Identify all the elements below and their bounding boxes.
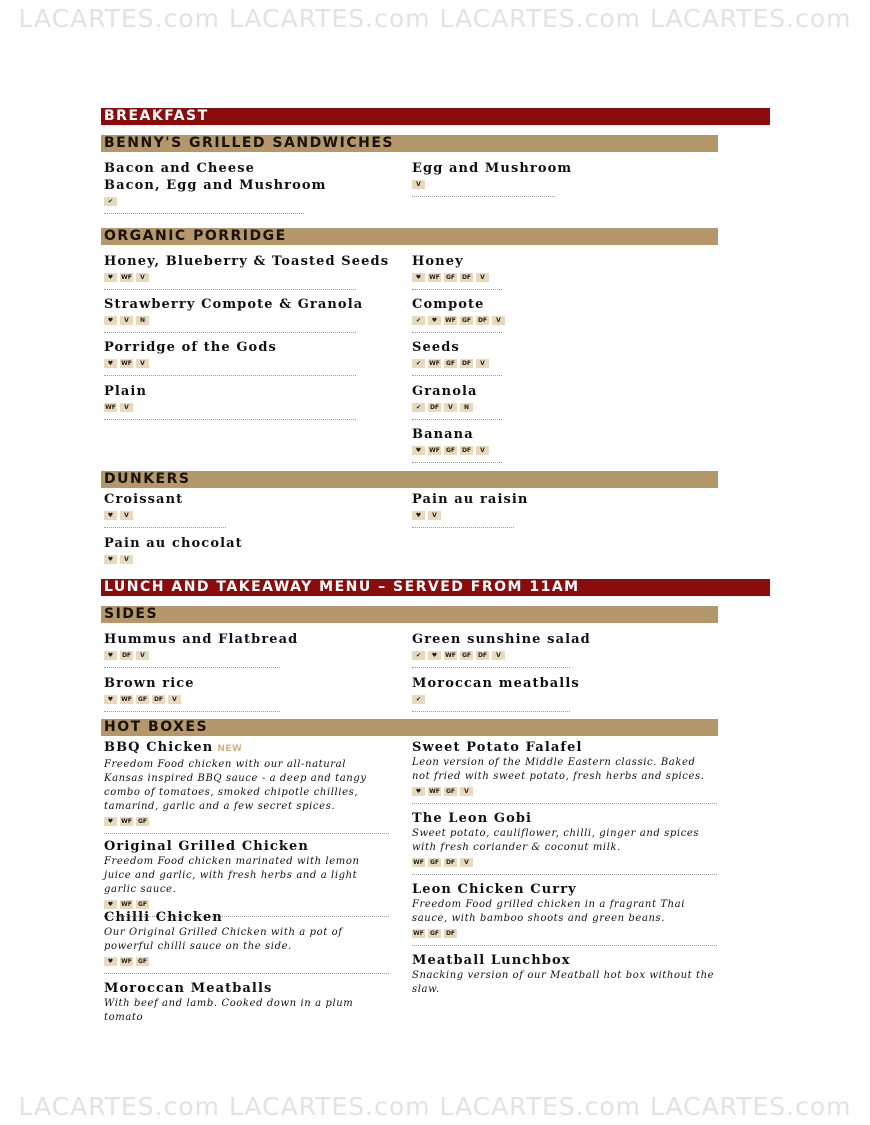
menu-item-name-text: Meatball Lunchbox [412, 953, 571, 968]
menu-item-name-text: The Leon Gobi [412, 811, 533, 826]
dietary-tag-icon: ♥ [412, 511, 425, 520]
dietary-tags [412, 403, 502, 413]
menu-item [104, 739, 389, 834]
menu-item-name [104, 675, 280, 692]
menu-item-name [104, 631, 299, 648]
menu-item-description: Leon version of the Middle Eastern classic. Baked not fried with sweet potato, fresh herbs and spices. [412, 757, 705, 782]
menu-item-name-text: Honey, Blueberry & Toasted Seeds [104, 254, 390, 269]
dietary-tags [104, 359, 356, 369]
dietary-tag-icon: ♥ [104, 316, 117, 325]
dietary-tag-icon: WF [121, 274, 132, 281]
dietary-tag-icon: ✔ [412, 403, 425, 412]
menu-item [412, 881, 717, 946]
menu-item [104, 675, 280, 712]
dietary-tag-icon: WF [121, 958, 132, 965]
menu-item [104, 383, 356, 420]
dietary-tag-icon: V [136, 651, 149, 660]
menu-item-name-text: Hummus and Flatbread [104, 632, 299, 647]
menu-item-name [412, 339, 502, 356]
dietary-tag-icon: V [476, 446, 489, 455]
section-sides: SIDES [101, 606, 718, 623]
menu-item-name [104, 253, 390, 270]
menu-item [412, 253, 502, 290]
dietary-tag-icon: ♥ [104, 511, 117, 520]
dietary-tag-icon: DF [121, 652, 132, 659]
menu-item [104, 253, 390, 290]
dietary-tag-icon: ♥ [104, 817, 117, 826]
menu-item-name-text: Chilli Chicken [104, 910, 223, 925]
menu-item-name [412, 739, 717, 756]
menu-item [412, 952, 717, 997]
dietary-tag-icon: V [120, 403, 133, 412]
dietary-tags [104, 817, 389, 827]
dietary-tag-icon: GF [137, 901, 148, 908]
dietary-tag-icon: V [476, 273, 489, 282]
menu-item-name-text: Honey [412, 254, 464, 269]
item-divider [104, 213, 304, 214]
dietary-tag-icon: DF [153, 696, 164, 703]
dietary-tag-icon: WF [121, 696, 132, 703]
dietary-tag-icon: V [492, 316, 505, 325]
dietary-tag-icon: V [168, 695, 181, 704]
item-divider [104, 289, 356, 290]
menu-item-name-text: Brown rice [104, 676, 195, 691]
item-divider [104, 375, 356, 376]
menu-item [104, 980, 389, 1025]
dietary-tag-icon: DF [477, 317, 488, 324]
dietary-tag-icon: V [476, 359, 489, 368]
menu-item-name [412, 810, 717, 827]
menu-item-name [104, 838, 389, 855]
dietary-tags [412, 858, 717, 868]
item-divider [412, 711, 570, 712]
dietary-tags [104, 957, 389, 967]
item-divider [412, 803, 717, 804]
menu-item-name-text: Moroccan Meatballs [104, 981, 273, 996]
dietary-tags [104, 511, 226, 521]
menu-item-name-text: Original Grilled Chicken [104, 839, 309, 854]
menu-item-name [412, 383, 502, 400]
dietary-tag-icon: WF [429, 788, 440, 795]
menu-item [412, 675, 580, 712]
item-divider [104, 332, 356, 333]
menu-item-name [104, 739, 389, 758]
menu-item-name [412, 631, 591, 648]
dietary-tag-icon: GF [429, 930, 440, 937]
dietary-tag-icon: DF [429, 404, 440, 411]
menu-item [412, 426, 502, 463]
dietary-tags [412, 180, 555, 190]
dietary-tag-icon: ✔ [104, 197, 117, 206]
dietary-tags [412, 929, 717, 939]
dietary-tag-icon: WF [121, 360, 132, 367]
item-divider [412, 375, 502, 376]
menu-item [104, 491, 226, 528]
dietary-tag-icon: ♥ [104, 359, 117, 368]
dietary-tag-icon: ♥ [412, 787, 425, 796]
menu-item-name [412, 952, 717, 969]
item-divider [104, 973, 389, 974]
menu-item-name [104, 296, 364, 313]
menu-item-name [412, 160, 573, 177]
dietary-tag-icon: GF [137, 818, 148, 825]
dietary-tag-icon: GF [461, 652, 472, 659]
dietary-tag-icon: WF [429, 274, 440, 281]
dietary-tag-icon: GF [445, 274, 456, 281]
menu-item-name-text: Pain au raisin [412, 492, 529, 507]
menu-item-name-text: BBQ Chicken [104, 740, 214, 755]
menu-item [412, 339, 502, 376]
dietary-tag-icon: ♥ [104, 695, 117, 704]
dietary-tag-icon: ✔ [412, 651, 425, 660]
dietary-tag-icon: ♥ [428, 651, 441, 660]
dietary-tag-icon: ✔ [412, 359, 425, 368]
menu-item-name [412, 491, 529, 508]
dietary-tag-icon: V [412, 180, 425, 189]
dietary-tag-icon: ♥ [104, 651, 117, 660]
section-dunkers: DUNKERS [101, 471, 718, 488]
dietary-tag-icon: V [444, 403, 457, 412]
menu-item-name-text: Pain au chocolat [104, 536, 243, 551]
menu-item [412, 631, 591, 668]
item-divider [104, 711, 280, 712]
dietary-tag-icon: ♥ [104, 273, 117, 282]
menu-item [104, 838, 389, 917]
dietary-tags [104, 273, 356, 283]
item-divider [412, 289, 502, 290]
dietary-tag-icon: V [428, 511, 441, 520]
menu-item-name-text: Strawberry Compote & Granola [104, 297, 364, 312]
dietary-tag-icon: GF [137, 696, 148, 703]
dietary-tags [412, 787, 717, 797]
dietary-tag-icon: GF [445, 360, 456, 367]
dietary-tag-icon: GF [445, 447, 456, 454]
menu-item [412, 296, 502, 333]
menu-item-name [104, 177, 327, 194]
dietary-tag-icon: V [460, 858, 473, 867]
dietary-tag-icon: ♥ [412, 273, 425, 282]
menu-item-name-text: Seeds [412, 340, 460, 355]
dietary-tags [412, 511, 514, 521]
watermark-bottom: LACARTES.com LACARTES.com LACARTES.com LACARTES.com [18, 1092, 852, 1121]
dietary-tag-icon: WF [413, 930, 424, 937]
menu-item [104, 535, 243, 565]
menu-item-name [104, 980, 389, 997]
menu-item-name-text: Banana [412, 427, 474, 442]
menu-item-name-text: Compote [412, 297, 485, 312]
menu-item-name-text: Leon Chicken Curry [412, 882, 577, 897]
dietary-tags [104, 695, 280, 705]
dietary-tag-icon: DF [445, 930, 456, 937]
dietary-tags [104, 651, 280, 661]
dietary-tag-icon: WF [429, 447, 440, 454]
menu-item-name-text: Green sunshine salad [412, 632, 591, 647]
dietary-tag-icon: N [136, 316, 149, 325]
menu-item-name-text: Bacon and Cheese [104, 161, 255, 176]
dietary-tag-icon: WF [429, 360, 440, 367]
section-breakfast: BREAKFAST [101, 108, 770, 125]
dietary-tag-icon: DF [477, 652, 488, 659]
dietary-tag-icon: WF [445, 317, 456, 324]
menu-item-name-text: Croissant [104, 492, 184, 507]
menu-item-name [104, 383, 356, 400]
dietary-tags [412, 359, 502, 369]
dietary-tags [104, 316, 356, 326]
dietary-tags [412, 695, 570, 705]
dietary-tags [104, 197, 304, 207]
dietary-tags [412, 651, 570, 661]
section-hot-boxes: HOT BOXES [101, 719, 718, 736]
menu-item-name [412, 881, 717, 898]
dietary-tag-icon: DF [461, 360, 472, 367]
dietary-tag-icon: V [136, 359, 149, 368]
menu-item-name [412, 253, 502, 270]
dietary-tag-icon: WF [105, 404, 116, 411]
dietary-tag-icon: ♥ [412, 446, 425, 455]
menu-item-name [412, 296, 502, 313]
menu-item [104, 909, 389, 974]
menu-item [412, 491, 529, 528]
dietary-tag-icon: V [460, 787, 473, 796]
dietary-tag-icon: V [120, 316, 133, 325]
section-lunch-and-takeaway: LUNCH AND TAKEAWAY MENU – SERVED FROM 11AM [101, 579, 770, 596]
dietary-tag-icon: GF [461, 317, 472, 324]
menu-item-description: Snacking version of our Meatball hot box without the slaw. [412, 970, 715, 995]
item-divider [412, 667, 570, 668]
dietary-tag-icon: V [492, 651, 505, 660]
menu-item-description: Freedom Food chicken with our all-natural Kansas inspired BBQ sauce - a deep and tangy combo of tomatoes, smoked chipotle chillies, tamarind, garlic and a few secret spices. [104, 759, 367, 812]
menu-item-name [412, 426, 502, 443]
menu-item-name [104, 339, 356, 356]
menu-item [104, 631, 299, 668]
dietary-tag-icon: WF [121, 901, 132, 908]
new-badge: NEW [217, 744, 243, 754]
menu-item-name [104, 909, 389, 926]
menu-item-description: With beef and lamb. Cooked down in a plum tomato [104, 998, 354, 1023]
dietary-tag-icon: N [460, 403, 473, 412]
menu-item [104, 160, 304, 177]
item-divider [104, 527, 226, 528]
dietary-tags [104, 555, 226, 565]
item-divider [412, 196, 555, 197]
dietary-tag-icon: ♥ [104, 555, 117, 564]
item-divider [412, 462, 502, 463]
item-divider [104, 419, 356, 420]
dietary-tag-icon: GF [445, 788, 456, 795]
menu-item [412, 383, 502, 420]
dietary-tag-icon: ✔ [412, 316, 425, 325]
dietary-tag-icon: DF [461, 274, 472, 281]
menu-item-name-text: Granola [412, 384, 478, 399]
dietary-tag-icon: ✔ [412, 695, 425, 704]
menu-item-name [104, 535, 243, 552]
watermark-top: LACARTES.com LACARTES.com LACARTES.com LACARTES.com [18, 4, 852, 33]
menu-item-name-text: Moroccan meatballs [412, 676, 580, 691]
dietary-tag-icon: ♥ [104, 900, 117, 909]
item-divider [104, 833, 389, 834]
menu-item-name-text: Porridge of the Gods [104, 340, 277, 355]
menu-item [104, 177, 327, 214]
dietary-tag-icon: ♥ [428, 316, 441, 325]
menu-item-name-text: Plain [104, 384, 148, 399]
dietary-tag-icon: DF [445, 859, 456, 866]
dietary-tag-icon: V [136, 273, 149, 282]
item-divider [412, 527, 514, 528]
menu-item-name-text: Bacon, Egg and Mushroom [104, 178, 327, 193]
menu-item-name [104, 491, 226, 508]
item-divider [412, 945, 717, 946]
menu-item [412, 810, 717, 875]
menu-item [412, 160, 573, 197]
dietary-tag-icon: WF [445, 652, 456, 659]
dietary-tag-icon: GF [429, 859, 440, 866]
dietary-tags [412, 446, 502, 456]
menu-item-name-text: Egg and Mushroom [412, 161, 573, 176]
menu-item-name-text: Sweet Potato Falafel [412, 740, 583, 755]
dietary-tag-icon: WF [413, 859, 424, 866]
menu-item-name [412, 675, 580, 692]
item-divider [412, 419, 502, 420]
dietary-tags [104, 403, 356, 413]
section-organic-porridge: ORGANIC PORRIDGE [101, 228, 718, 245]
dietary-tags [412, 316, 502, 326]
dietary-tag-icon: V [120, 511, 133, 520]
dietary-tags [412, 273, 502, 283]
item-divider [412, 332, 502, 333]
item-divider [104, 667, 280, 668]
menu-item-description: Freedom Food chicken marinated with lemon juice and garlic, with fresh herbs and a light garlic sauce. [104, 856, 360, 895]
section-bennys-grilled-sandwiches: BENNY'S GRILLED SANDWICHES [101, 135, 718, 152]
dietary-tag-icon: ♥ [104, 957, 117, 966]
dietary-tag-icon: WF [121, 818, 132, 825]
menu-item-name [104, 160, 304, 177]
menu-item [104, 296, 364, 333]
item-divider [412, 874, 717, 875]
dietary-tag-icon: DF [461, 447, 472, 454]
menu-item-description: Our Original Grilled Chicken with a pot of powerful chilli sauce on the side. [104, 927, 343, 952]
dietary-tag-icon: V [120, 555, 133, 564]
menu-item [412, 739, 717, 804]
menu-item-description: Sweet potato, cauliflower, chilli, ginger and spices with fresh coriander & coconut milk. [412, 828, 700, 853]
dietary-tag-icon: GF [137, 958, 148, 965]
menu-item [104, 339, 356, 376]
menu-item-description: Freedom Food grilled chicken in a fragrant Thai sauce, with bamboo shoots and green beans. [412, 899, 686, 924]
